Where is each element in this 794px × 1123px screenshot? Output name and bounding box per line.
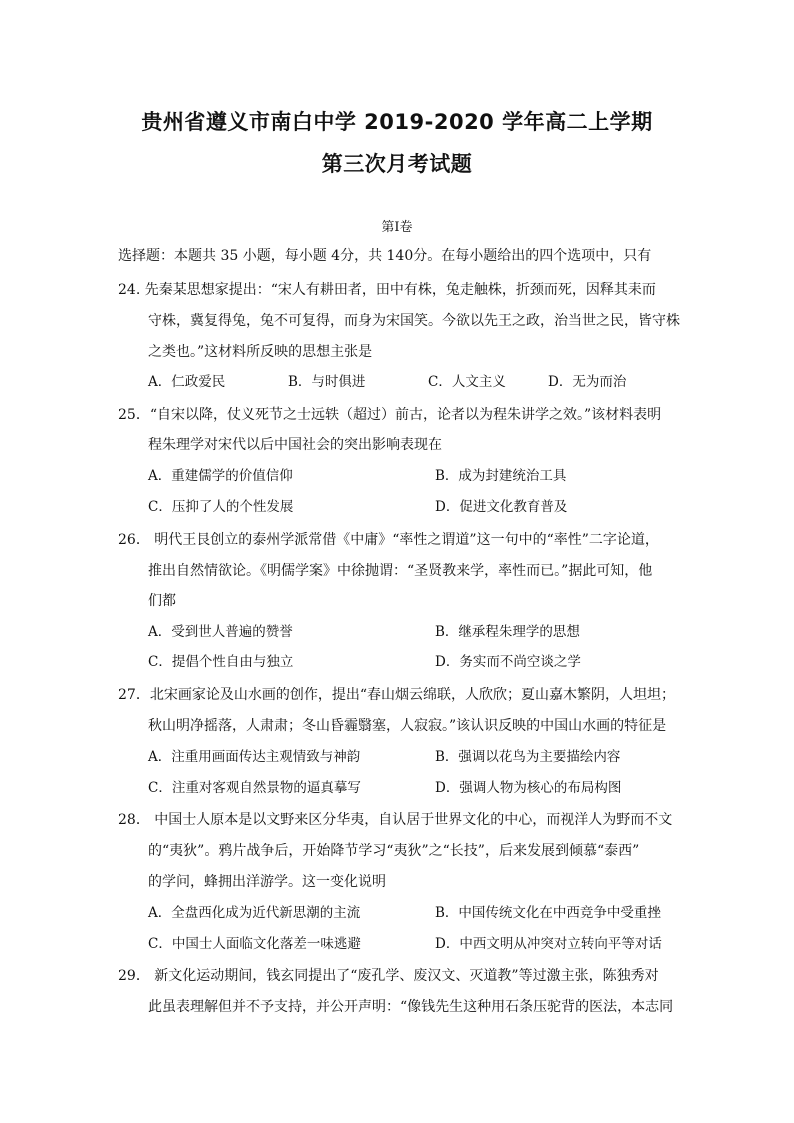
question-line: 的“夷狄”。鸦片战争后，开始降节学习“夷狄”之“长技”，后来发展到倾慕“泰西” (148, 843, 640, 859)
exam-title-line2: 第三次月考试题 (321, 152, 473, 176)
option-c: C．中国士人面临文化落差一味逃避 (148, 936, 361, 952)
section-heading: 第Ⅰ卷 (381, 220, 413, 235)
question-line: 推出自然情欲论。《明儒学案》中徐抛谓：“圣贤教来学，率性而已。”据此可知，他 (148, 563, 653, 579)
option-a: A．注重用画面传达主观情致与神韵 (148, 749, 361, 765)
question-line: 24. 先秦某思想家提出：“宋人有耕田者，田中有株，兔走触株，折颈而死，因释其耒而 (118, 282, 656, 298)
option-c: C．提倡个性自由与独立 (148, 654, 294, 670)
question-line: 29． 新文化运动期间，钱玄同提出了“废孔学、废汉文、灭道教”等过激主张，陈独秀对 (118, 968, 659, 984)
option-d: D．无为而治 (548, 374, 627, 390)
option-b: B．中国传统文化在中西竞争中受重挫 (435, 905, 661, 921)
option-a: A．仁政爱民 (148, 374, 226, 390)
option-c: C．注重对客观自然景物的逼真摹写 (148, 780, 361, 796)
option-d: D．务实而不尚空谈之学 (435, 654, 581, 670)
option-a: A．受到世人普遍的赞誉 (148, 624, 293, 640)
option-c: C．人文主义 (428, 374, 506, 390)
question-line: 守株，冀复得兔，兔不可复得，而身为宋国笑。今欲以先王之政，治当世之民，皆守株 (148, 313, 680, 329)
instructions: 选择题：本题共 35 小题，每小题 4分，共 140分。在每小题给出的四个选项中，只有 (118, 248, 652, 264)
question-line: 此虽表理解但并不予支持，并公开声明：“像钱先生这种用石条压驼背的医法，本志同 (148, 999, 674, 1015)
option-a: A．全盘西化成为近代新思潮的主流 (148, 905, 361, 921)
option-d: D．强调人物为核心的布局构图 (435, 780, 622, 796)
option-b: B．成为封建统治工具 (435, 468, 567, 484)
question-line: 28． 中国士人原本是以文野来区分华夷，自认居于世界文化的中心，而视洋人为野而不文 (118, 812, 673, 828)
option-b: B．继承程朱理学的思想 (435, 624, 580, 640)
exam-title-line1: 贵州省遵义市南白中学 2019-2020 学年高二上学期 (141, 110, 653, 134)
question-line: 秋山明净摇落，人肃肃；冬山昏霾翳塞，人寂寂。”该认识反映的中国山水画的特征是 (148, 718, 667, 734)
option-a: A．重建儒学的价值信仰 (148, 468, 293, 484)
question-line: 们都 (148, 593, 176, 609)
option-c: C．压抑了人的个性发展 (148, 499, 294, 515)
question-line: 26． 明代王艮创立的泰州学派常借《中庸》“率性之谓道”这一句中的“率性”二字论道， (118, 532, 659, 548)
question-line: 25．“自宋以降，仗义死节之士远轶（超过）前古，论者以为程朱讲学之效。”该材料表明 (118, 407, 662, 423)
option-d: D．中西文明从冲突对立转向平等对话 (435, 936, 662, 952)
question-line: 程朱理学对宋代以后中国社会的突出影响表现在 (148, 437, 442, 453)
option-b: B．与时俱进 (288, 374, 366, 390)
option-b: B．强调以花鸟为主要描绘内容 (435, 749, 621, 765)
question-line: 之类也。”这材料所反映的思想主张是 (148, 344, 373, 360)
question-line: 的学问，蜂拥出洋游学。这一变化说明 (148, 874, 386, 890)
question-line: 27．北宋画家论及山水画的创作，提出“春山烟云绵联，人欣欣；夏山嘉木繁阴，人坦坦； (118, 687, 675, 703)
option-d: D．促进文化教育普及 (435, 499, 568, 515)
